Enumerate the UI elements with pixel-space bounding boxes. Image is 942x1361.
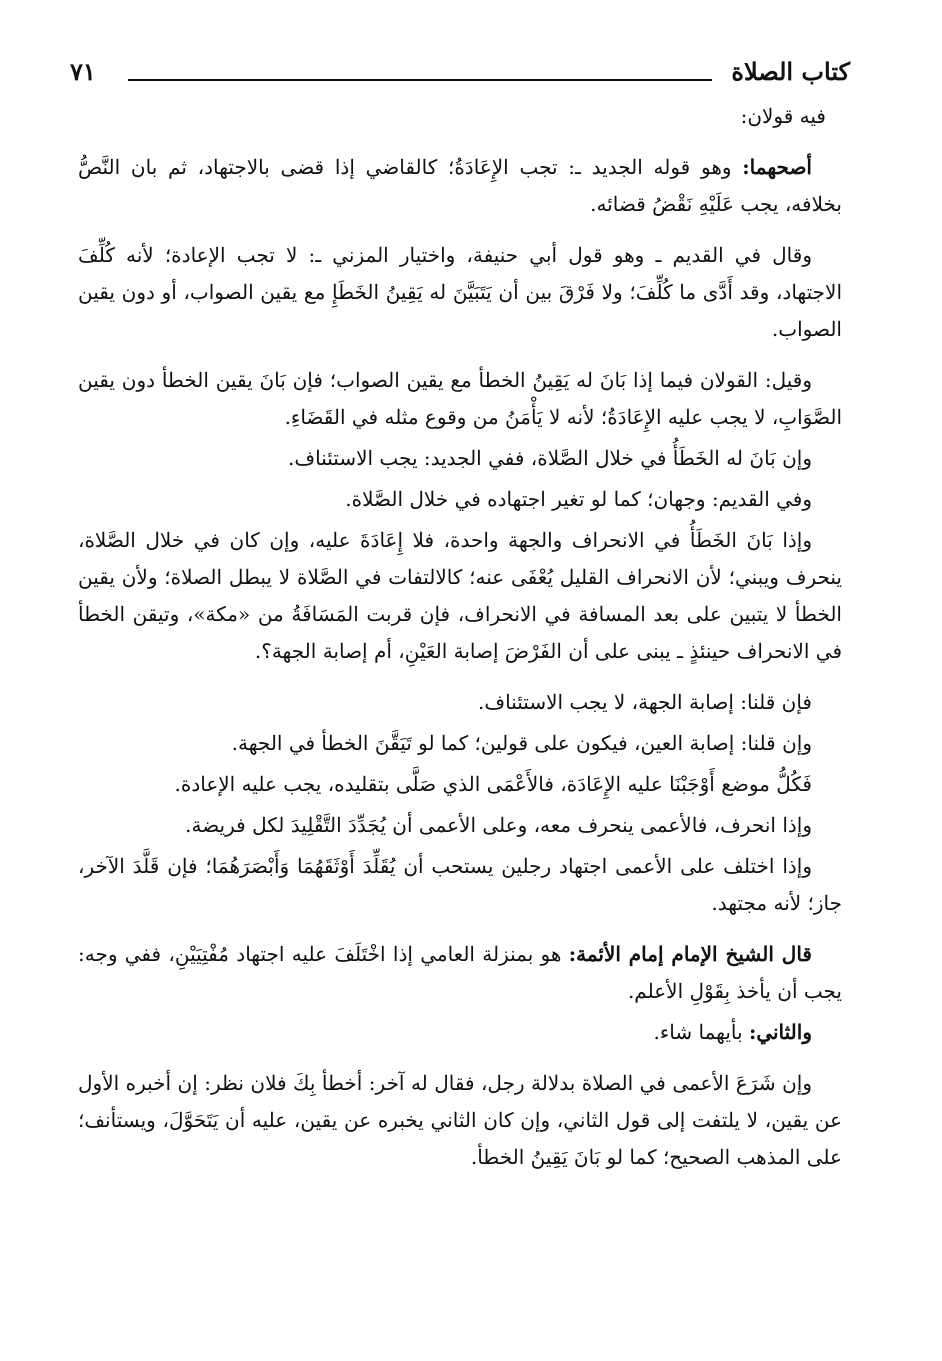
page-header bbox=[70, 52, 850, 92]
paragraph-direction: فإن قلنا: إصابة الجهة، لا يجب الاستئناف. bbox=[478, 690, 812, 714]
header-rule bbox=[128, 79, 712, 81]
paragraph-old-opinion: وقال في القديم ـ وهو قول أبي حنيفة، واختيار المزني ـ: لا تجب الإعادة؛ لأنه كُلِّفَ الاجتهاد، وقد أَدَّى ما كُلِّفَ؛ ولا فَرْقَ بين أن يَتَبَيَّنَ له يَقِينُ الخَطَإِ مع يقين الصواب، أو دون يقين الصواب. bbox=[78, 243, 842, 341]
paragraph-guided-blind: وإن شَرَعَ الأعمى في الصلاة بدلالة رجل، فقال له آخر: أخطأ بِكَ فلان نظر: إن أخبره الأول عن يقين، لا يلتفت إلى قول الثاني، وإن كان الثاني يخبره عن يقين، عليه أن يَتَحَوَّلَ، ويستأنف؛ على المذهب الصحيح؛ كما لو بَانَ يَقِينُ الخطأ. bbox=[78, 1071, 842, 1169]
paragraph-new-opinion: أصحهما: وهو قوله الجديد ـ: تجب الإِعَادَةُ؛ كالقاضي إذا قضى بالاجتهاد، ثم بان النَّصُّ بخلافه، يجب عَلَيْهِ نَقْضُ قضائه. bbox=[78, 155, 842, 216]
paragraph-second-view: والثاني: بأيهما شاء. bbox=[653, 1020, 812, 1044]
paragraph-old-two-views: وفي القديم: وجهان؛ كما لو تغير اجتهاده في خلال الصَّلاة. bbox=[345, 487, 812, 511]
page-body bbox=[78, 98, 842, 1180]
paragraph-certainty: وقيل: القولان فيما إذا بَانَ له يَقِينُ الخطأ مع يقين الصواب؛ فإن بَانَ يقين الخطأ دون يقين الصَّوَابِ، لا يجب عليه الإِعَادَةُ؛ لأنه لا يَأْمَنُ من وقوع مثله في القَضَاءِ. bbox=[78, 368, 842, 429]
running-title: كتاب الصلاة bbox=[731, 57, 850, 86]
paragraph-exact-target: وإن قلنا: إصابة العين، فيكون على قولين؛ كما لو تَيَقَّنَ الخطأ في الجهة. bbox=[231, 731, 812, 755]
paragraph-blind-turn: وإذا انحرف، فالأعمى ينحرف معه، وعلى الأعمى أن يُجَدِّدَ التَّقْلِيدَ لكل فريضة. bbox=[185, 813, 812, 837]
paragraph-intro: فيه قولان: bbox=[740, 104, 826, 128]
paragraph-deviation: وإذا بَانَ الخَطَأُ في الانحراف والجهة واحدة، فلا إِعَادَةَ عليه، وإن كان في خلال الصَّلاة، ينحرف ويبني؛ لأن الانحراف القليل يُعْفَى عنه؛ كالالتفات في الصَّلاة لا يبطل الصلاة؛ ولأن يقين الخطأ لا يتبين على بعد المسافة في الانحراف، فإن قربت المَسَافَةُ من «مكة»، وتيقن الخطأ في الانحراف حينئذٍ ـ يبنى على أن الفَرْضَ إصابة العَيْنِ، أم إصابة الجهة؟. bbox=[78, 528, 842, 663]
paragraph-blind-repeat: فَكُلُّ موضع أَوْجَبْنَا عليه الإِعَادَة، فالأَعْمَى الذي صَلَّى بتقليده، يجب عليه الإعادة. bbox=[174, 772, 812, 796]
page-number: ٧١ bbox=[70, 57, 96, 86]
paragraph-during-prayer: وإن بَانَ له الخَطَأُ في خلال الصَّلاة، ففي الجديد: يجب الاستئناف. bbox=[288, 446, 812, 470]
paragraph-two-men: وإذا اختلف على الأعمى اجتهاد رجلين يستحب أن يُقَلِّدَ أَوْثَقَهُمَا وَأَبْصَرَهُمَا؛ فإن قَلَّدَ الآخر، جاز؛ لأنه مجتهد. bbox=[78, 854, 842, 915]
paragraph-sheikh: قال الشيخ الإمام إمام الأئمة: هو بمنزلة العامي إذا اخْتَلَفَ عليه اجتهاد مُفْتِيَيْنِ، ففي وجه: يجب أن يأخذ بِقَوْلِ الأعلم. bbox=[78, 942, 842, 1003]
